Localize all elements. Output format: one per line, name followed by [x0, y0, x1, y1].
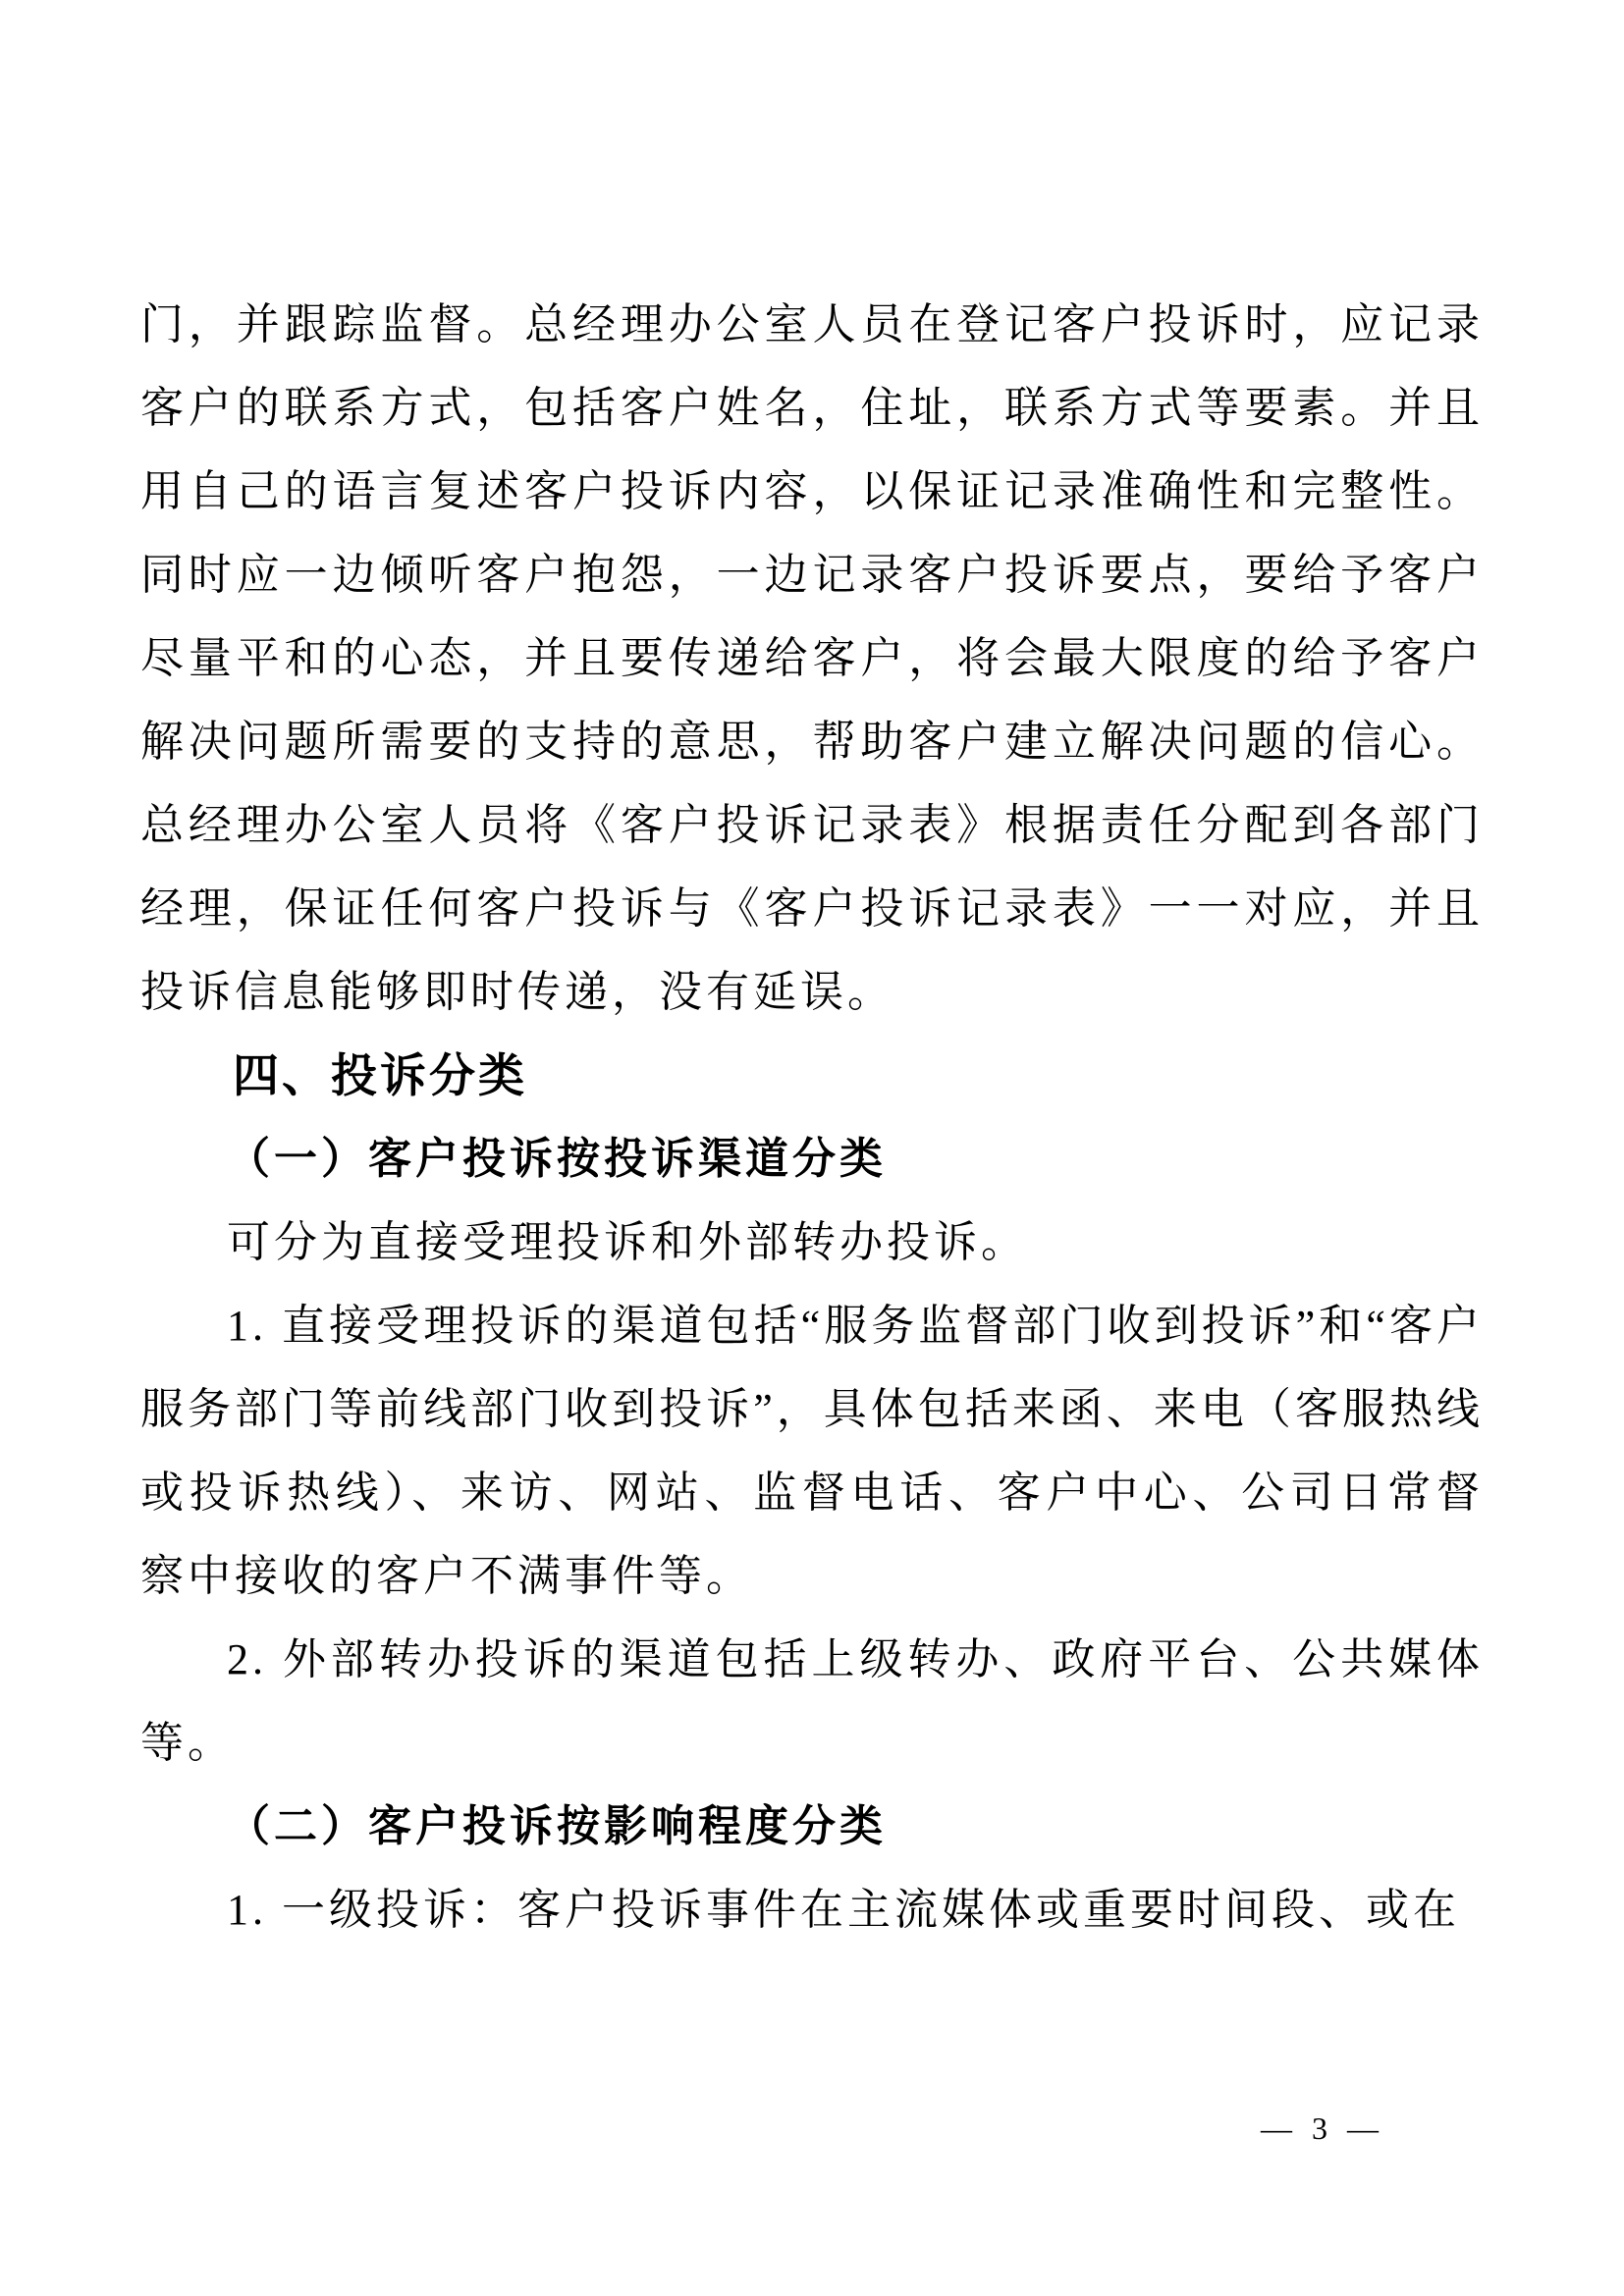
- paragraph-continuation: 门，并跟踪监督。总经理办公室人员在登记客户投诉时，应记录客户的联系方式，包括客户姓名，住址，联系方式等要素。并且用自己的语言复述客户投诉内容，以保证记录准确性和完整性。同时应一边倾听客户抱怨，一边记录客户投诉要点，要给予客户尽量平和的心态，并且要传递给客户，将会最大限度的给予客户解决问题所需要的支持的意思，帮助客户建立解决问题的信心。总经理办公室人员将《客户投诉记录表》根据责任分配到各部门经理，保证任何客户投诉与《客户投诉记录表》一一对应，并且投诉信息能够即时传递，没有延误。: [140, 300, 1484, 1016]
- paragraph-channel-overview: 可分为直接受理投诉和外部转办投诉。: [227, 1218, 1028, 1266]
- page-number: — 3 —: [1261, 2110, 1384, 2146]
- paragraph-external-channels: 2. 外部转办投诉的渠道包括上级转办、政府平台、公共媒体等。: [140, 1635, 1484, 1767]
- document-content: [140, 0, 1484, 1951]
- paragraph-direct-channels: 1. 直接受理投诉的渠道包括“服务监督部门收到投诉”和“客户服务部门等前线部门收到投诉”，具体包括来函、来电（客服热线或投诉热线）、来访、网站、监督电话、客户中心、公司日常督察中接收的客户不满事件等。: [140, 1302, 1484, 1600]
- section-heading-complaint-classification: 四、投诉分类: [233, 1049, 527, 1101]
- subsection-heading-by-channel: （一）客户投诉按投诉渠道分类: [227, 1135, 887, 1183]
- subsection-heading-by-impact: （二）客户投诉按影响程度分类: [227, 1802, 887, 1850]
- paragraph-level-one-complaint: 1. 一级投诉：客户投诉事件在主流媒体或重要时间段、或在: [227, 1886, 1460, 1934]
